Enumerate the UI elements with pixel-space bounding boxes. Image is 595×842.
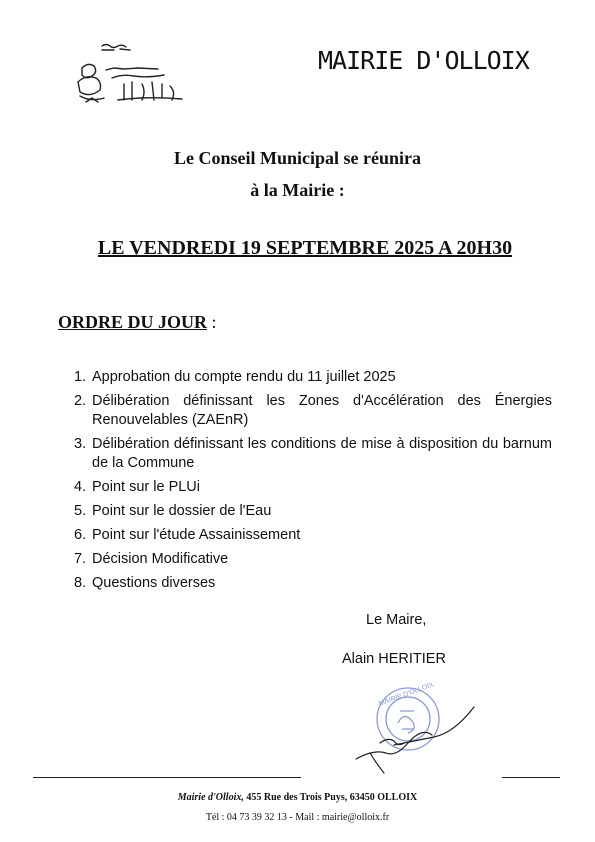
agenda-item-number: 5. [74, 503, 87, 519]
agenda-item-text: Approbation du compte rendu du 11 juillet 2025 [92, 369, 396, 385]
agenda-item-number: 7. [74, 551, 87, 567]
agenda-item-text: Délibération définissant les conditions de mise à disposition du barnum de la Commune [92, 436, 552, 471]
intro-line-2: à la Mairie : [250, 180, 345, 200]
agenda-item [74, 368, 552, 387]
agenda-item-number: 8. [74, 575, 87, 591]
agenda-item-number: 3. [74, 436, 87, 452]
footer-name: Mairie d'Olloix, [177, 792, 244, 803]
intro-line-1: Le Conseil Municipal se réunira [174, 148, 421, 168]
agenda-item-text: Questions diverses [92, 575, 216, 591]
mairie-logo [72, 38, 202, 112]
agenda-item-number: 4. [74, 479, 87, 495]
agenda-item-number: 2. [74, 393, 87, 409]
agenda-item [74, 526, 552, 545]
agenda-item [74, 435, 552, 473]
signature-name: Alain HERITIER [342, 651, 446, 667]
agenda-item-text: Décision Modificative [92, 551, 229, 567]
official-stamp [350, 683, 480, 778]
agenda-item [74, 574, 552, 593]
agenda-item-text: Délibération définissant les Zones d'Accélération des Énergies Renouvelables (ZAEnR) [92, 393, 552, 428]
agenda-heading [58, 312, 217, 333]
footer-divider-right [502, 777, 560, 778]
signature-title: Le Maire, [366, 612, 427, 628]
agenda-title: ORDRE DU JOUR [58, 312, 208, 332]
svg-text:MAIRIE D'OLLOIX: MAIRIE D'OLLOIX [378, 683, 435, 708]
meeting-date: LE VENDREDI 19 SEPTEMBRE 2025 A 20H30 [97, 237, 513, 259]
agenda-item [74, 478, 552, 497]
footer-contact: Tél : 04 73 39 32 13 - Mail : mairie@olloix.fr [205, 812, 390, 823]
agenda-list [74, 368, 552, 598]
agenda-item-text: Point sur le PLUi [92, 479, 200, 495]
agenda-title-suffix: : [207, 312, 217, 332]
agenda-item-text: Point sur l'étude Assainissement [92, 527, 301, 543]
mairie-title: MAIRIE D'OLLOIX [318, 46, 529, 75]
agenda-item-number: 1. [74, 369, 87, 385]
agenda-item [74, 392, 552, 430]
agenda-item [74, 550, 552, 569]
footer-street: 455 Rue des Trois Puys, 63450 OLLOIX [243, 792, 418, 803]
agenda-item-text: Point sur le dossier de l'Eau [92, 503, 272, 519]
footer-divider-left [33, 777, 301, 778]
agenda-item [74, 502, 552, 521]
footer-address [0, 792, 595, 803]
agenda-item-number: 6. [74, 527, 87, 543]
